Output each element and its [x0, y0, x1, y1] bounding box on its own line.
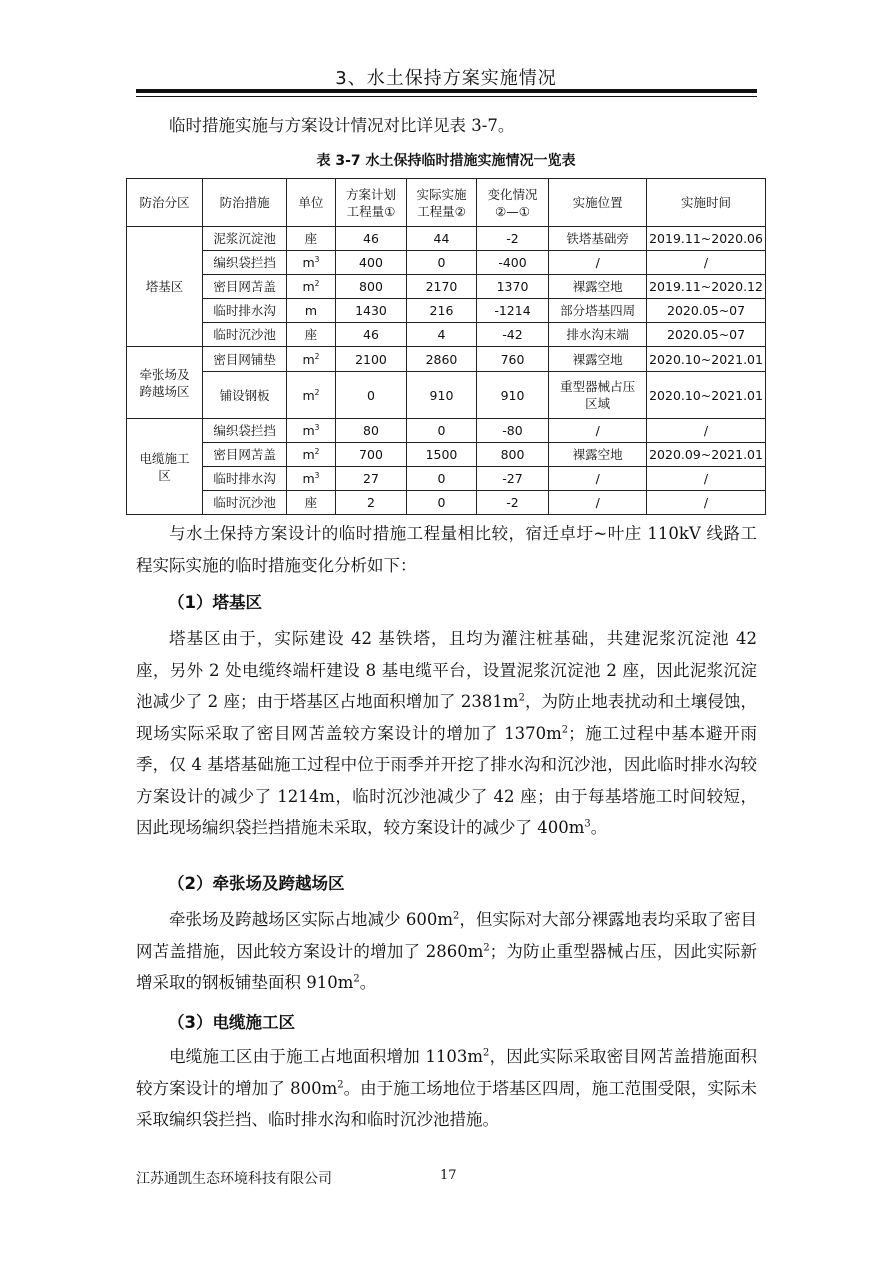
cell-location: / [549, 251, 647, 275]
cell-location: 部分塔基四周 [549, 299, 647, 323]
cell-unit: m [287, 299, 336, 323]
table-header-row [127, 179, 766, 227]
table-row [127, 299, 766, 323]
header-rule-thick [136, 89, 757, 93]
cell-change: -400 [476, 251, 549, 275]
cell-unit: 座 [287, 227, 336, 251]
cell-time: / [647, 467, 766, 491]
cell-planned: 700 [335, 443, 406, 467]
cell-planned: 2 [335, 491, 406, 515]
section-2-heading: （2）牵张场及跨越场区 [168, 874, 345, 893]
cell-actual: 0 [407, 491, 477, 515]
section-1-heading: （1）塔基区 [168, 593, 262, 612]
cell-unit: $m^3$ [287, 251, 336, 275]
cell-time: / [647, 251, 766, 275]
cell-time: 2020.05~07 [647, 323, 766, 347]
cell-measure: 铺设钢板 [203, 372, 287, 419]
cell-planned: 0 [335, 372, 406, 419]
section-2-paragraph: 牵张场及跨越场区实际占地减少 $600m^2$，但实际对大部分裸露地表均采取了密目网苫盖措施，因此较方案设计的增加了 $2860m^2$；为防止重型器械占压，因此实际新增采取的钢板铺垫面积 $910m^2$。 [136, 910, 757, 992]
cell-change: -2 [476, 227, 549, 251]
zone-cell-cable: 电缆施工 区 [127, 419, 203, 515]
cell-unit: 座 [287, 323, 336, 347]
cell-time: 2019.11~2020.12 [647, 275, 766, 299]
comparison-paragraph: 与水土保持方案设计的临时措施工程量相比较，宿迁卓圩~叶庄 110kV 线路工程实际实施的临时措施变化分析如下： [136, 524, 757, 575]
header-measure: 防治措施 [203, 179, 287, 227]
zone-cell-pull-site: 牵张场及 跨越场区 [127, 347, 203, 419]
cell-planned: 800 [335, 275, 406, 299]
cell-measure: 密目网苫盖 [203, 275, 287, 299]
measures-table [126, 178, 766, 515]
cell-actual: 0 [407, 419, 477, 443]
header-unit: 单位 [287, 179, 336, 227]
cell-actual: 1500 [407, 443, 477, 467]
cell-change: 800 [476, 443, 549, 467]
cell-planned: 1430 [335, 299, 406, 323]
cell-measure: 泥浆沉淀池 [203, 227, 287, 251]
cell-change: 760 [476, 347, 549, 372]
cell-unit: $m^3$ [287, 467, 336, 491]
cell-actual: 910 [407, 372, 477, 419]
cell-time: 2020.09~2021.01 [647, 443, 766, 467]
cell-measure: 密目网苫盖 [203, 443, 287, 467]
cell-planned: 400 [335, 251, 406, 275]
cell-planned: 46 [335, 323, 406, 347]
table-row [127, 227, 766, 251]
cell-unit: $m^2$ [287, 275, 336, 299]
cell-location: 重型器械占压 区域 [549, 372, 647, 419]
cell-planned: 80 [335, 419, 406, 443]
section-3-paragraph: 电缆施工区由于施工占地面积增加 $1103m^2$，因此实际采取密目网苫盖措施面积较方案设计的增加了 $800m^2$。由于施工场地位于塔基区四周，施工范围受限，实际未采取编织袋拦挡、临时排水沟和临时沉沙池措施。 [136, 1047, 758, 1129]
cell-measure: 临时沉沙池 [203, 491, 287, 515]
cell-actual: 4 [407, 323, 477, 347]
header-rule-thin [136, 96, 757, 97]
table-row [127, 251, 766, 275]
table-row [127, 491, 766, 515]
cell-planned: 46 [335, 227, 406, 251]
table-row [127, 467, 766, 491]
cell-measure: 临时排水沟 [203, 299, 287, 323]
cell-measure: 临时沉沙池 [203, 323, 287, 347]
header-location: 实施位置 [549, 179, 647, 227]
cell-location: / [549, 419, 647, 443]
table-row [127, 443, 766, 467]
cell-actual: 0 [407, 467, 477, 491]
cell-unit: 座 [287, 491, 336, 515]
section-3-heading: （3）电缆施工区 [168, 1013, 295, 1032]
cell-change: 910 [476, 372, 549, 419]
cell-location: / [549, 491, 647, 515]
cell-change: -2 [476, 491, 549, 515]
cell-change: -27 [476, 467, 549, 491]
cell-time: 2020.10~2021.01 [647, 347, 766, 372]
cell-actual: 0 [407, 251, 477, 275]
section-1-paragraph: 塔基区由于，实际建设 42 基铁塔，且均为灌注桩基础，共建泥浆沉淀池 42 座，另外 2 处电缆终端杆建设 8 基电缆平台，设置泥浆沉淀池 2 座，因此泥浆沉淀池减少了 2 座；由于塔基区占地面积增加了 $2381m^2$，为防止地表扰动和土壤侵蚀，现场实际采取了密目网苫盖较方案设计的增加了 $1370m^2$；施工过程中基本避开雨季，仅 4 基塔基础施工过程中位于雨季并开挖了排水沟和沉沙池，因此临时排水沟较方案设计的减少了 1214m，临时沉沙池减少了 42 座；由于每基塔施工时间较短，因此现场编织袋拦挡措施未采取，较方案设计的减少了 $400m^3$。 [136, 629, 758, 837]
header-title: 3、水土保持方案实施情况 [335, 68, 557, 89]
cell-measure: 密目网铺垫 [203, 347, 287, 372]
header-actual: 实际实施 工程量② [407, 179, 477, 227]
cell-change: -42 [476, 323, 549, 347]
cell-actual: 2170 [407, 275, 477, 299]
zone-cell-tower: 塔基区 [127, 227, 203, 347]
intro-paragraph: 临时措施实施与方案设计情况对比详见表 3-7。 [169, 116, 515, 135]
cell-actual: 216 [407, 299, 477, 323]
cell-location: 裸露空地 [549, 275, 647, 299]
table-row [127, 323, 766, 347]
cell-time: 2020.05~07 [647, 299, 766, 323]
cell-time: 2019.11~2020.06 [647, 227, 766, 251]
cell-unit: $m^2$ [287, 372, 336, 419]
cell-time: / [647, 491, 766, 515]
table-row [127, 419, 766, 443]
table-row [127, 347, 766, 372]
header-change: 变化情况 ②—① [476, 179, 549, 227]
cell-change: -1214 [476, 299, 549, 323]
table-row [127, 275, 766, 299]
cell-actual: 44 [407, 227, 477, 251]
cell-location: 裸露空地 [549, 347, 647, 372]
header-planned: 方案计划 工程量① [335, 179, 406, 227]
cell-planned: 2100 [335, 347, 406, 372]
cell-measure: 编织袋拦挡 [203, 419, 287, 443]
cell-change: -80 [476, 419, 549, 443]
cell-measure: 编织袋拦挡 [203, 251, 287, 275]
table-caption: 表 3-7 水土保持临时措施实施情况一览表 [316, 153, 576, 169]
cell-time: 2020.10~2021.01 [647, 372, 766, 419]
table-row [127, 372, 766, 419]
cell-location: / [549, 467, 647, 491]
page-number: 17 [440, 1168, 457, 1183]
cell-location: 铁塔基础旁 [549, 227, 647, 251]
header-time: 实施时间 [647, 179, 766, 227]
header-zone: 防治分区 [127, 179, 203, 227]
cell-unit: $m^2$ [287, 347, 336, 372]
cell-actual: 2860 [407, 347, 477, 372]
footer-company: 江苏通凯生态环境科技有限公司 [136, 1171, 332, 1187]
cell-time: / [647, 419, 766, 443]
cell-location: 裸露空地 [549, 443, 647, 467]
cell-location: 排水沟末端 [549, 323, 647, 347]
cell-planned: 27 [335, 467, 406, 491]
cell-unit: $m^3$ [287, 419, 336, 443]
cell-unit: $m^2$ [287, 443, 336, 467]
cell-change: 1370 [476, 275, 549, 299]
cell-measure: 临时排水沟 [203, 467, 287, 491]
